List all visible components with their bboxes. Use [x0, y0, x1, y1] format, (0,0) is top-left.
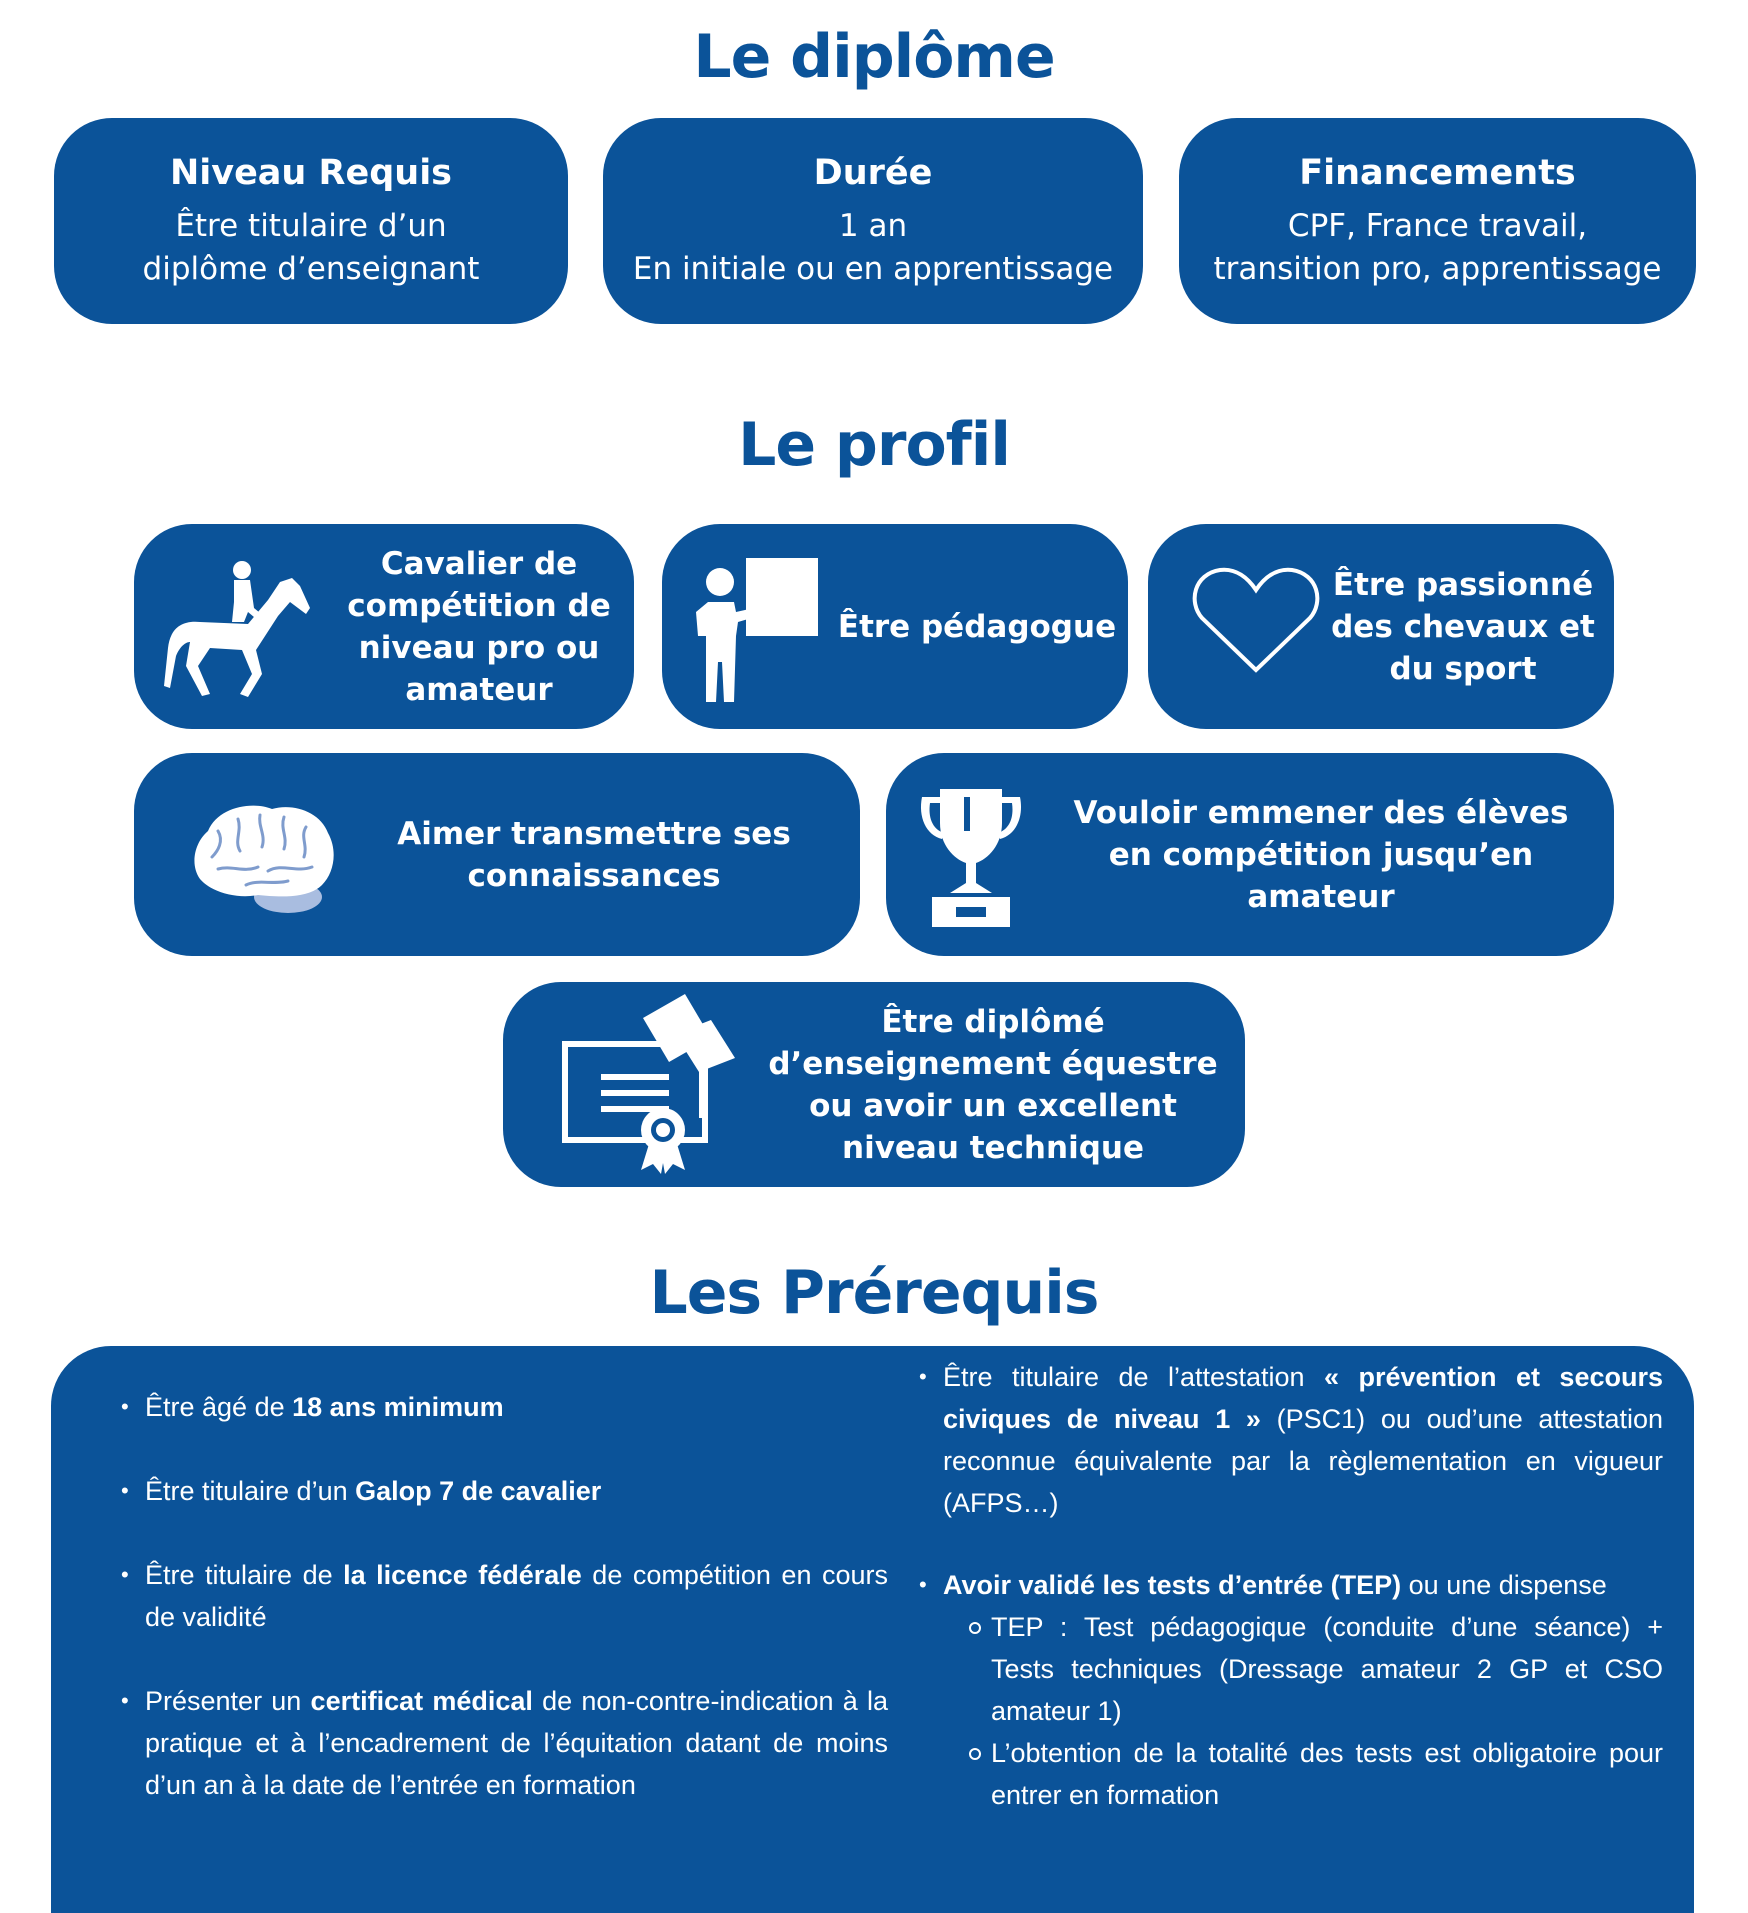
horse-rider-icon: [160, 556, 310, 701]
info-title: Financements: [1299, 153, 1576, 193]
brain-icon: [188, 801, 338, 919]
trophy-icon: [914, 783, 1028, 929]
info-text: 1 an En initiale ou en apprentissage: [632, 208, 1114, 287]
profil-text: Aimer transmettre ses connaissances: [397, 815, 791, 894]
profil-box-passion: [1148, 524, 1614, 729]
heading-diplome: Le diplôme: [693, 22, 1055, 92]
profil-box-diplome: [503, 982, 1245, 1187]
profil-text: Être pédagogue: [837, 608, 1117, 645]
list-item: • Être titulaire de l’attestation « prévention et secours civiques de niveau 1 » (PSC1) ou oud’une attestation reconnue équivalente par la règlementation en vigueur (AFPS…): [919, 1356, 1663, 1524]
profil-box-pedagogue: [662, 524, 1128, 729]
heading-profil: Le profil: [738, 410, 1010, 480]
profil-box-competition: [886, 753, 1614, 956]
list-item: • Présenter un certificat médical de non-contre-indication à la pratique et à l’encadrement de l’équitation datant de moins d’un an à la date de l’entrée en formation: [121, 1680, 888, 1806]
list-item: • Avoir validé les tests d’entrée (TEP) ou une dispense: [919, 1564, 1663, 1606]
info-title: Durée: [813, 153, 933, 193]
info-text: Être titulaire d’un diplôme d’enseignant: [142, 208, 480, 287]
sub-list-item: L’obtention de la totalité des tests est obligatoire pour entrer en formation: [967, 1732, 1663, 1816]
sub-list-item: TEP : Test pédagogique (conduite d’une séance) + Tests techniques (Dressage amateur 2 GP et CSO amateur 1): [967, 1606, 1663, 1732]
info-box-niveau: [54, 118, 568, 324]
info-title: Niveau Requis: [169, 153, 453, 193]
diploma-cap-icon: [561, 994, 751, 1178]
list-item: • Être titulaire de la licence fédérale de compétition en cours de validité: [121, 1554, 888, 1638]
profil-box-transmettre: [134, 753, 860, 956]
info-box-financements: [1179, 118, 1696, 324]
profil-text: Cavalier de compétition de niveau pro ou amateur: [347, 545, 611, 708]
list-item: • Être âgé de 18 ans minimum: [121, 1386, 888, 1428]
prerequis-panel: [51, 1346, 1694, 1913]
info-text: CPF, France travail, transition pro, apprentissage: [1213, 208, 1662, 287]
heading-prerequis: Les Prérequis: [649, 1258, 1099, 1328]
prerequis-left-column: [121, 1386, 888, 1806]
profil-text: Vouloir emmener des élèves en compétition jusqu’en amateur: [1073, 794, 1569, 915]
profil-box-cavalier: [134, 524, 634, 729]
teacher-board-icon: [690, 552, 820, 702]
info-box-duree: [603, 118, 1143, 324]
profil-text: Être passionné des chevaux et du sport: [1331, 566, 1595, 687]
heart-icon: [1192, 566, 1320, 676]
list-item: • Être titulaire d’un Galop 7 de cavalier: [121, 1470, 888, 1512]
prerequis-right-column: [919, 1356, 1663, 1816]
profil-text: Être diplômé d’enseignement équestre ou avoir un excellent niveau technique: [768, 1003, 1218, 1166]
